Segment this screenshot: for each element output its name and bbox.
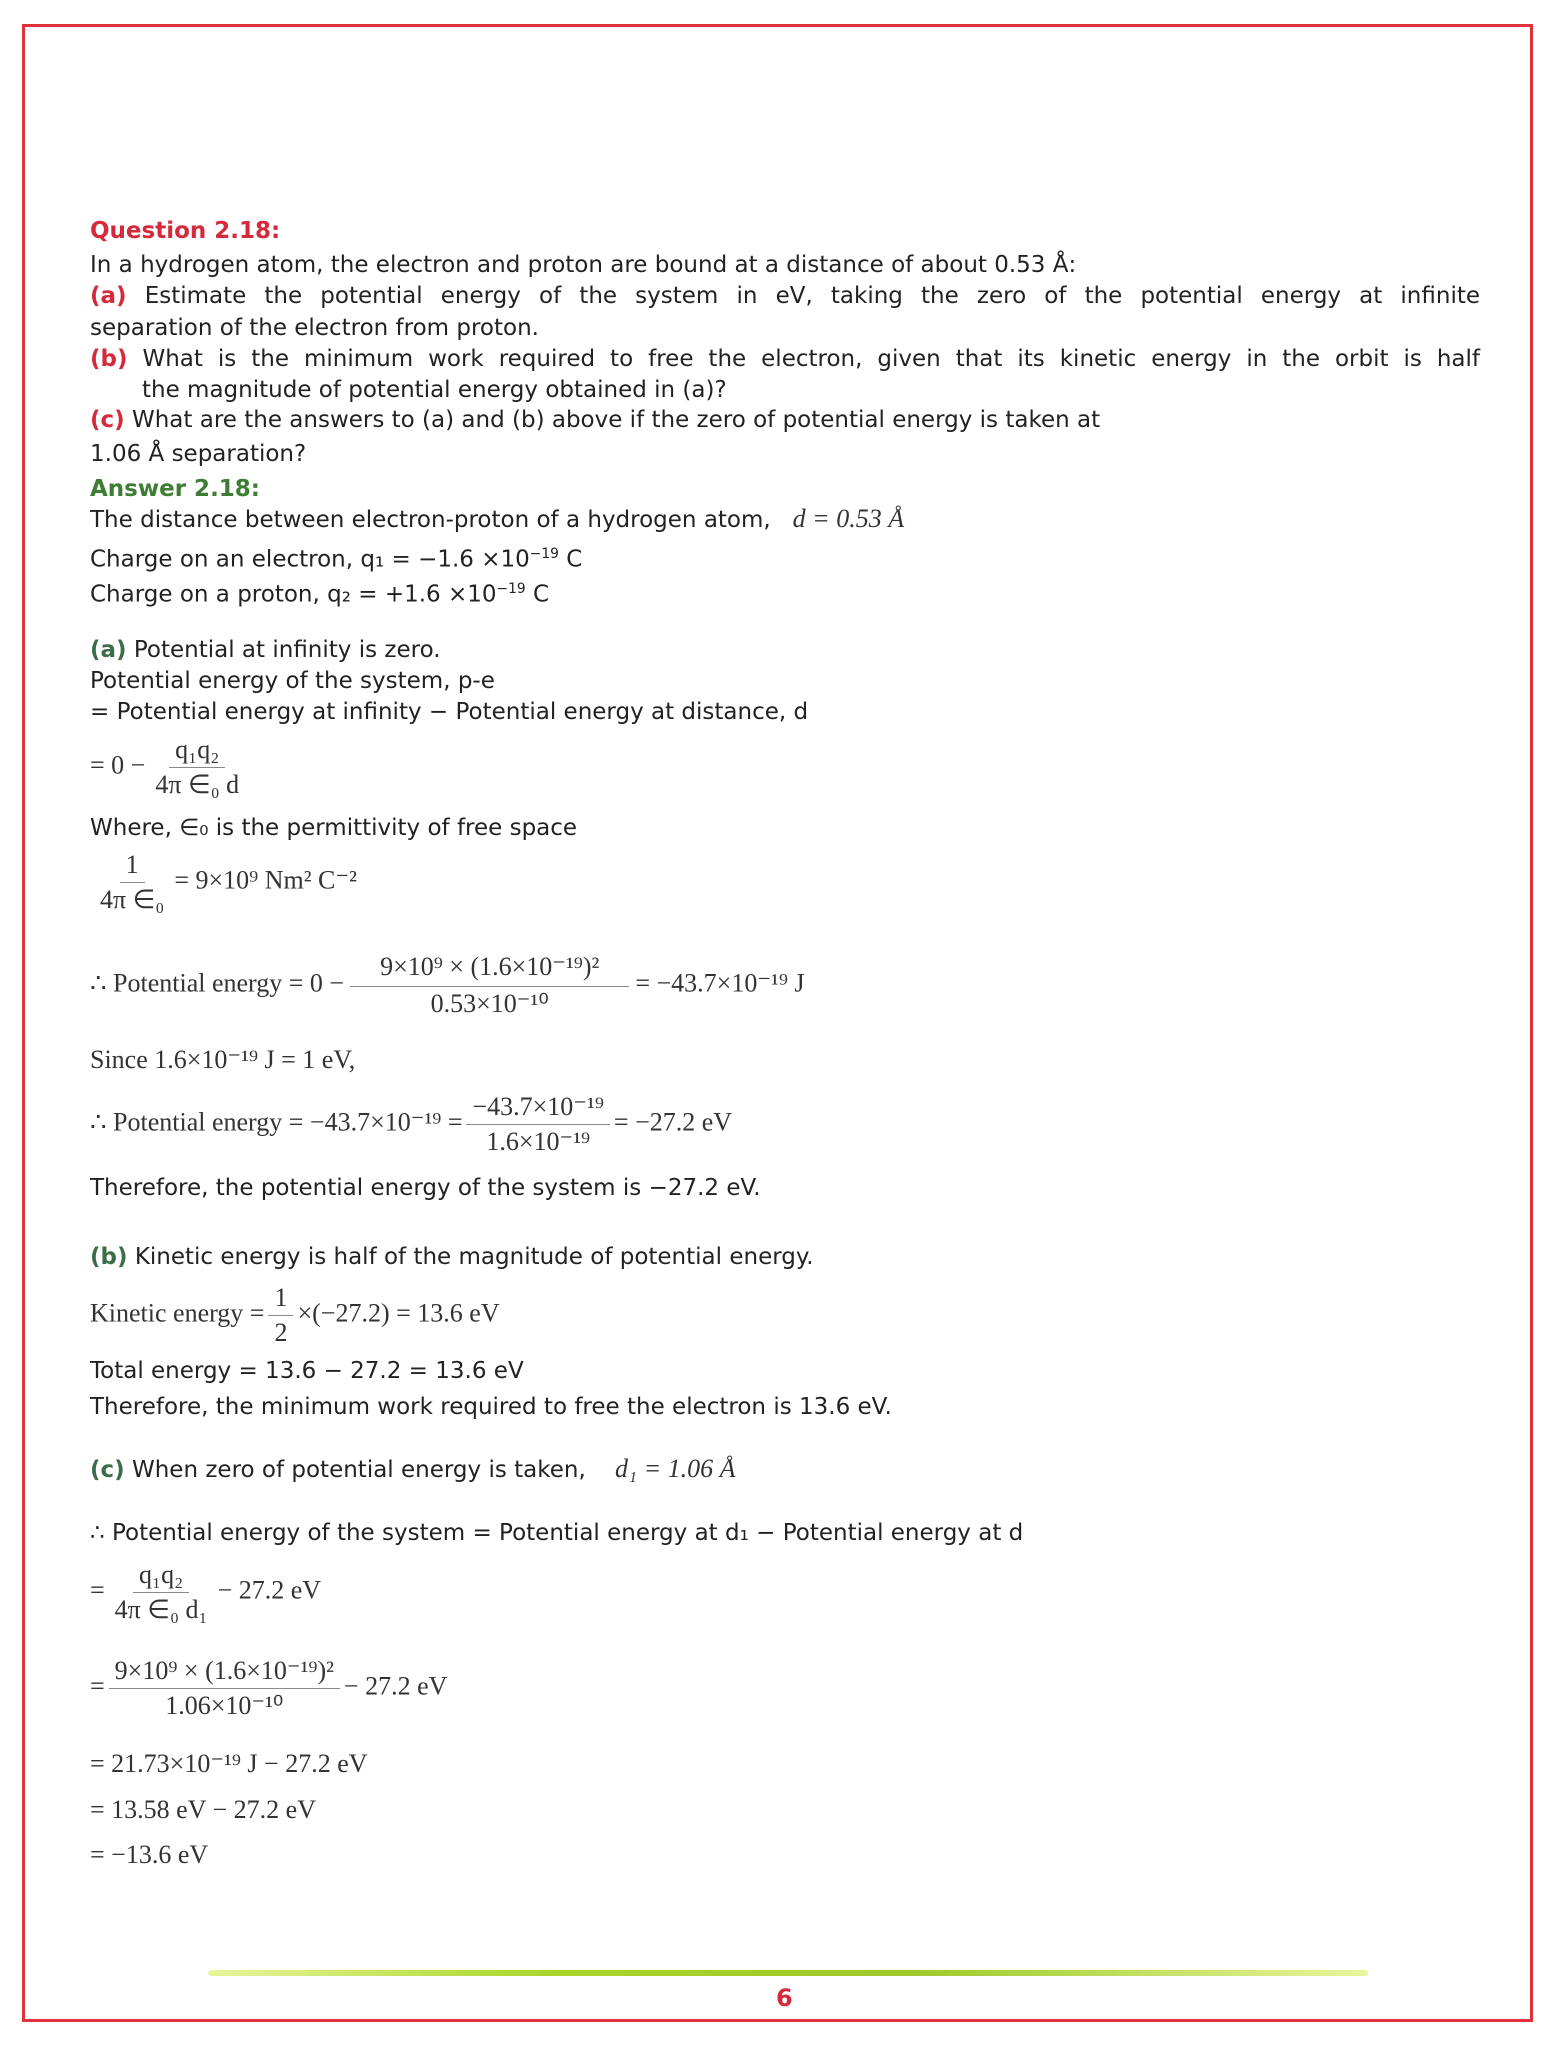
exponent: −19	[496, 581, 526, 597]
part-a-line3: = Potential energy at infinity − Potential energy at distance, d	[90, 699, 809, 725]
equation: d = 0.53 Å	[792, 504, 905, 533]
question-part-c-cont: 1.06 Å separation?	[90, 441, 307, 467]
eq-prefix: ∴ Potential energy = −43.7×10⁻¹⁹ =	[90, 1107, 463, 1137]
part-b-line1	[90, 1242, 814, 1272]
footer-divider	[208, 1970, 1368, 1976]
fraction	[109, 1560, 214, 1625]
eq-rhs: − 27.2 eV	[217, 1575, 322, 1605]
numerator: 9×10⁹ × (1.6×10⁻¹⁹)²	[109, 1656, 340, 1689]
fraction	[149, 735, 245, 800]
part-c-eq4: = 13.58 eV − 27.2 eV	[90, 1795, 316, 1824]
eq-rhs: = 9×10⁹ Nm² C⁻²	[174, 865, 357, 895]
answer-distance	[90, 504, 904, 535]
eq-sign: =	[90, 1671, 105, 1701]
denominator: 1.06×10⁻¹⁰	[165, 1691, 284, 1720]
part-c-eq1	[90, 1560, 321, 1625]
part-b-total: Total energy = 13.6 − 27.2 = 13.6 eV	[90, 1358, 524, 1384]
part-text: Estimate the potential energy of the system in eV, taking the zero of the potential energy at infinite	[144, 283, 1481, 309]
part-a-line1	[90, 635, 441, 665]
eq-prefix: = 0 −	[90, 750, 146, 780]
eq-rhs: = −27.2 eV	[613, 1107, 733, 1137]
fraction	[350, 952, 629, 1019]
denominator: 1.6×10⁻¹⁹	[486, 1127, 591, 1156]
numerator: q₁q₂	[169, 735, 225, 768]
unit: C	[558, 546, 583, 573]
question-part-b	[90, 344, 1480, 374]
numerator: 1	[120, 850, 145, 883]
text: Potential at infinity is zero.	[133, 637, 441, 663]
eq-prefix: Kinetic energy =	[90, 1298, 265, 1328]
denominator: 4π ∈₀	[100, 885, 165, 914]
text: The distance between electron-proton of a hydrogen atom,	[90, 507, 771, 533]
part-a-eq3	[90, 952, 805, 1019]
part-c-line2: ∴ Potential energy of the system = Potential energy at d₁ − Potential energy at d	[90, 1520, 1024, 1546]
eq-sign: =	[90, 1575, 105, 1605]
part-label: (b)	[90, 346, 128, 372]
answer-heading: Answer 2.18:	[90, 476, 261, 502]
question-part-a-cont: separation of the electron from proton.	[90, 315, 539, 341]
answer-charge-proton	[90, 574, 549, 610]
text: Charge on an electron, q₁ = −1.6 ×10	[90, 546, 530, 573]
numerator: 9×10⁹ × (1.6×10⁻¹⁹)²	[350, 952, 629, 987]
question-intro: In a hydrogen atom, the electron and proton are bound at a distance of about 0.53 Å:	[90, 252, 1077, 278]
page-number: 6	[776, 1984, 793, 2012]
exponent: −19	[529, 546, 559, 562]
text: When zero of potential energy is taken,	[131, 1457, 586, 1483]
part-a-eq1	[90, 735, 249, 800]
part-label: (a)	[90, 637, 127, 663]
denominator: 0.53×10⁻¹⁰	[430, 989, 549, 1018]
part-b-conclusion: Therefore, the minimum work required to free the electron is 13.6 eV.	[90, 1394, 892, 1420]
eq-rhs: − 27.2 eV	[343, 1671, 448, 1701]
eq-rhs: = −43.7×10⁻¹⁹ J	[635, 968, 805, 998]
eq-prefix: ∴ Potential energy = 0 −	[90, 968, 345, 998]
fraction	[94, 850, 170, 915]
numerator: −43.7×10⁻¹⁹	[466, 1092, 609, 1125]
part-c-eq5: = −13.6 eV	[90, 1840, 209, 1869]
text: Charge on a proton, q₂ = +1.6 ×10	[90, 581, 497, 608]
denominator: 4π ∈₀ d₁	[114, 1595, 208, 1624]
part-text: What is the minimum work required to free the electron, given that its kinetic energy in the orbit is half	[142, 346, 1480, 372]
part-c-eq3: = 21.73×10⁻¹⁹ J − 27.2 eV	[90, 1749, 368, 1778]
part-label: (c)	[90, 1457, 125, 1483]
numerator: q₁q₂	[133, 1560, 189, 1593]
part-label: (b)	[90, 1244, 128, 1270]
part-a-eq4	[90, 1092, 732, 1157]
question-part-c	[90, 405, 1100, 435]
part-text: What are the answers to (a) and (b) above if the zero of potential energy is taken at	[131, 407, 1101, 433]
part-b-eq	[90, 1283, 500, 1348]
part-c-line1	[90, 1454, 736, 1485]
question-heading: Question 2.18:	[90, 218, 281, 244]
fraction	[268, 1283, 293, 1348]
fraction	[109, 1656, 340, 1721]
part-a-line2: Potential energy of the system, p-e	[90, 668, 495, 694]
question-part-b-cont: the magnitude of potential energy obtained in (a)?	[142, 377, 727, 403]
answer-charge-electron	[90, 539, 582, 575]
fraction	[466, 1092, 609, 1157]
part-label: (a)	[90, 283, 127, 309]
part-a-conclusion: Therefore, the potential energy of the system is −27.2 eV.	[90, 1175, 761, 1201]
question-part-a	[90, 281, 1480, 311]
eq-rhs: ×(−27.2) = 13.6 eV	[297, 1298, 500, 1328]
part-a-where: Where, ∈₀ is the permittivity of free space	[90, 815, 578, 841]
denominator: 4π ∈₀ d	[155, 770, 240, 799]
numerator: 1	[268, 1283, 293, 1316]
denominator: 2	[274, 1318, 288, 1347]
part-a-since: Since 1.6×10⁻¹⁹ J = 1 eV,	[90, 1045, 356, 1074]
equation: d₁ = 1.06 Å	[615, 1454, 736, 1483]
part-a-eq2	[90, 850, 357, 915]
text: Kinetic energy is half of the magnitude of potential energy.	[134, 1244, 814, 1270]
unit: C	[525, 581, 550, 608]
part-label: (c)	[90, 407, 125, 433]
part-c-eq2	[90, 1656, 447, 1721]
